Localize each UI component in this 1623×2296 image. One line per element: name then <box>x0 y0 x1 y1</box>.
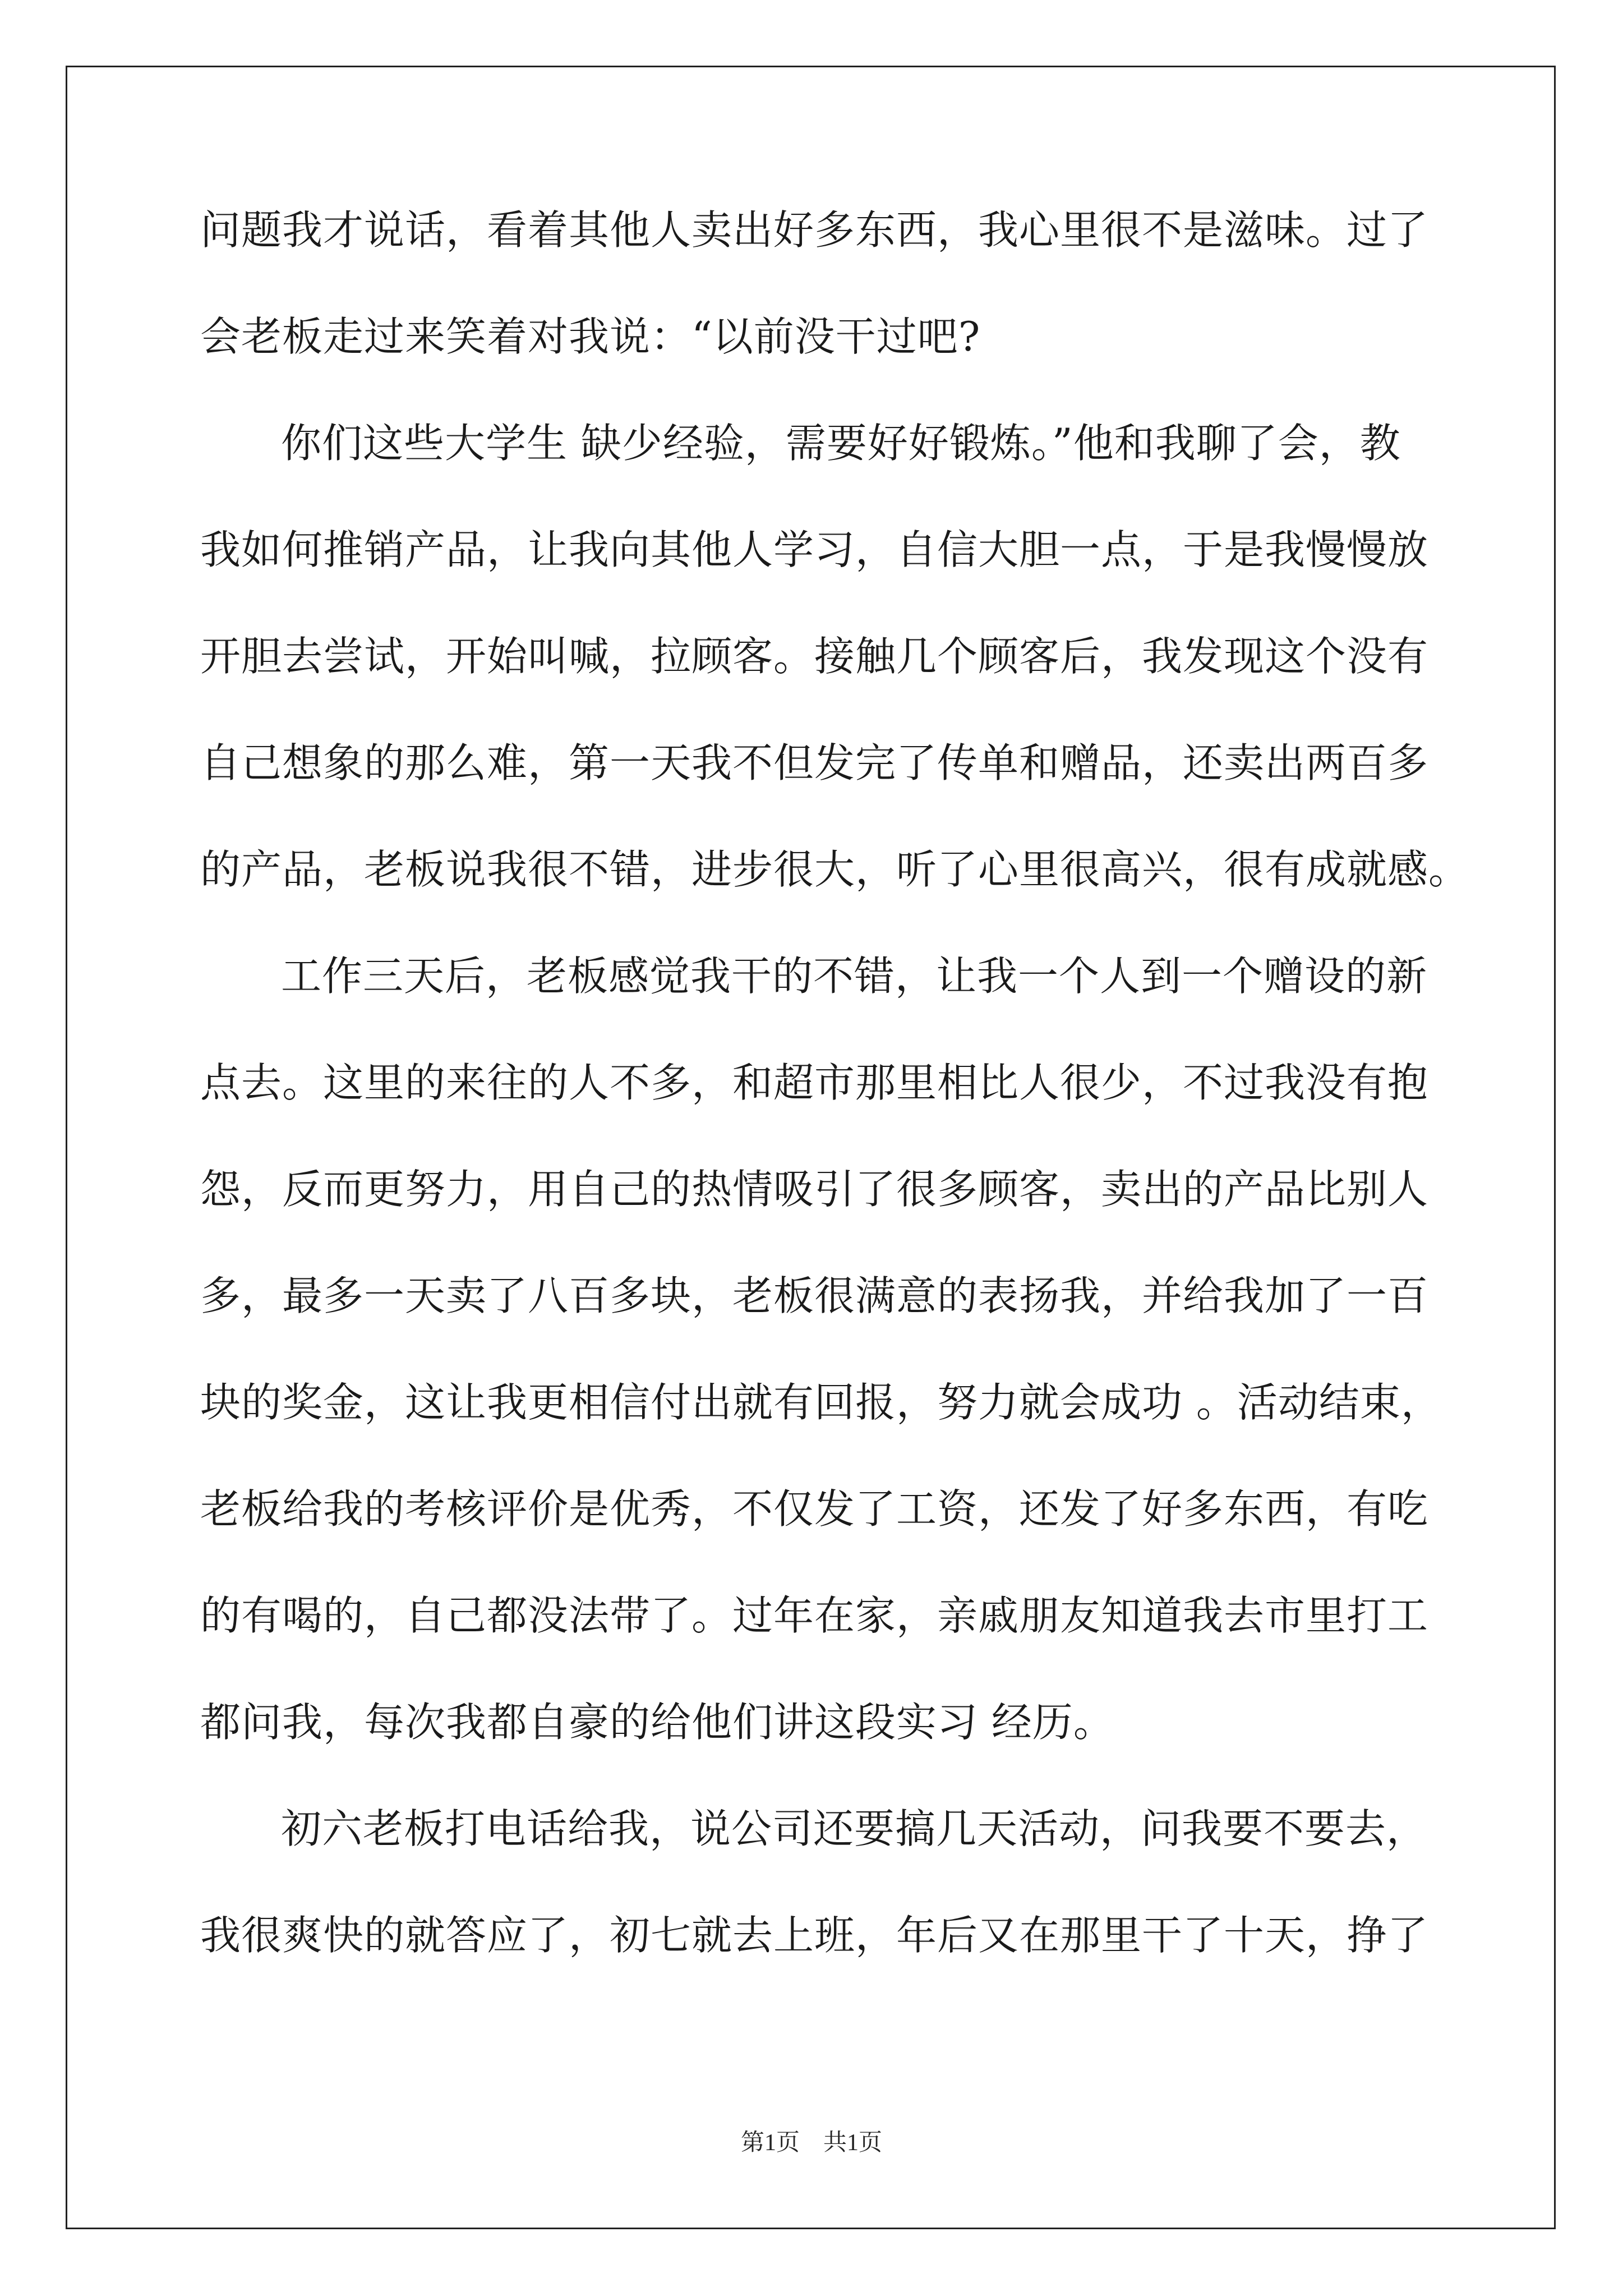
text-line: 的有喝的，自己都没法带了。过年在家，亲戚朋友知道我去市里打工 <box>200 1592 1429 1639</box>
text-line: 都问我，每次我都自豪的给他们讲这段实习 经历。 <box>200 1699 1114 1746</box>
text-line: 我很爽快的就答应了，初七就去上班，年后又在那里干了十天，挣了 <box>200 1912 1429 1959</box>
text-line: 多，最多一天卖了八百多块，老板很满意的表扬我，并给我加了一百 <box>200 1272 1429 1319</box>
paragraph-first-line: 工作三天后，老板感觉我干的不错，让我一个人到一个赠设的新 <box>281 953 1428 1000</box>
text-line: 自己想象的那么难，第一天我不但发完了传单和赠品，还卖出两百多 <box>200 739 1429 786</box>
text-line: 点去。这里的来往的人不多，和超市那里相比人很少，不过我没有抱 <box>200 1059 1429 1106</box>
text-line: 我如何推销产品，让我向其他人学习，自信大胆一点，于是我慢慢放 <box>200 526 1429 573</box>
text-line: 块的奖金，这让我更相信付出就有回报，努力就会成功 。活动结束， <box>200 1379 1442 1426</box>
text-line: 的产品，老板说我很不错，进步很大，听了心里很高兴，很有成就感。 <box>200 846 1470 893</box>
document-body <box>200 202 1470 2014</box>
text-line: 开胆去尝试，开始叫喊，拉顾客。接触几个顾客后，我发现这个没有 <box>200 633 1429 680</box>
paragraph-first-line: 初六老板打电话给我，说公司还要搞几天活动，问我要不要去， <box>281 1805 1428 1852</box>
text-line: 会老板走过来笑着对我说：“以前没干过吧? <box>200 313 981 360</box>
text-line: 怨，反而更努力，用自己的热情吸引了很多顾客，卖出的产品比别人 <box>200 1166 1429 1213</box>
text-line: 问题我才说话，看着其他人卖出好多东西，我心里很不是滋味。过了 <box>200 206 1429 254</box>
text-line: 老板给我的考核评价是优秀，不仅发了工资，还发了好多东西，有吃 <box>200 1485 1429 1533</box>
paragraph-first-line: 你们这些大学生 缺少经验，需要好好锻炼。”他和我聊了会，教 <box>281 420 1401 467</box>
page-footer: 第1页 共1页 <box>740 2130 882 2156</box>
